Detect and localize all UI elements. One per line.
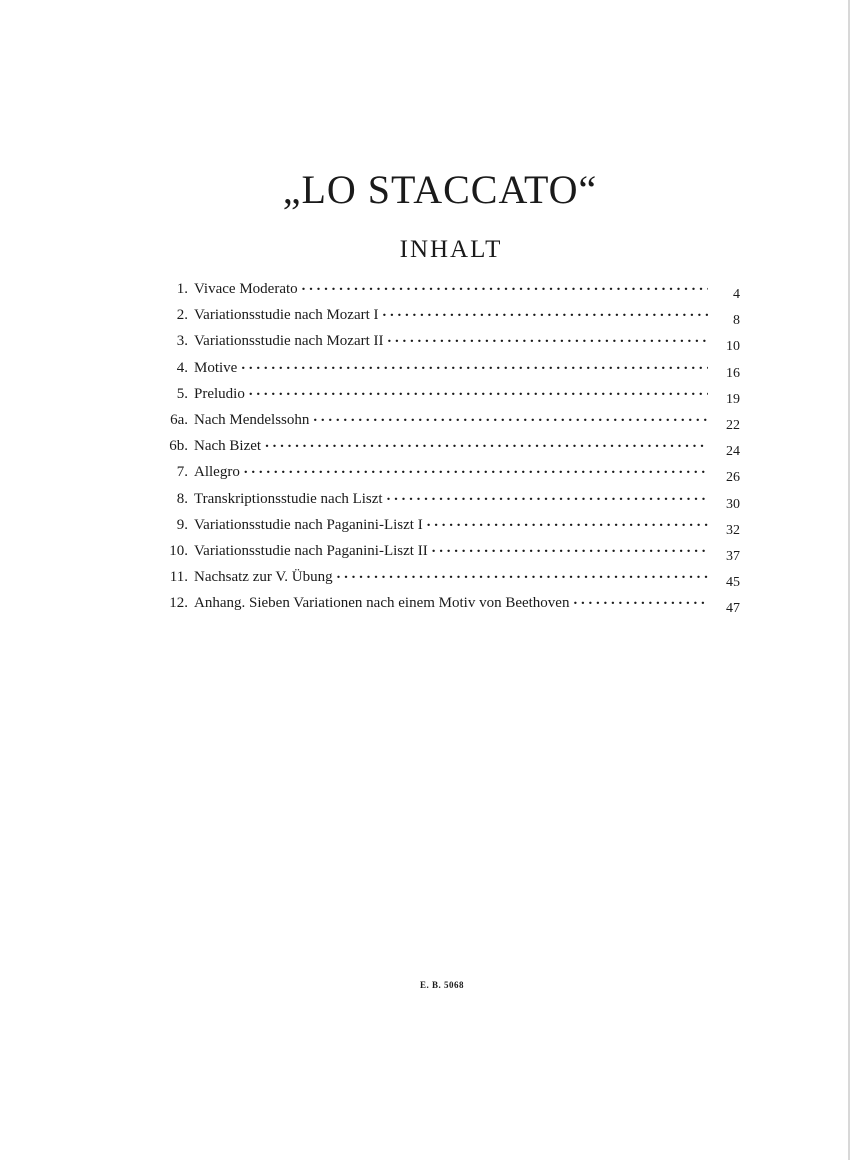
toc-entry-page: 47 bbox=[726, 601, 740, 617]
toc-entry bbox=[156, 330, 740, 356]
toc-entry bbox=[156, 592, 740, 618]
toc-entry-title: Motive bbox=[194, 359, 238, 376]
toc-entry-title: Variationsstudie nach Paganini-Liszt I bbox=[194, 516, 423, 533]
toc-entry bbox=[156, 435, 740, 461]
toc-entry bbox=[156, 357, 740, 383]
dot-leader bbox=[337, 566, 708, 581]
toc-entry-title: Nachsatz zur V. Übung bbox=[194, 569, 333, 586]
dot-leader bbox=[573, 592, 708, 607]
dot-leader bbox=[383, 304, 708, 319]
toc-entry-number: 5. bbox=[176, 385, 188, 402]
toc-entry bbox=[156, 383, 740, 409]
dot-leader bbox=[249, 383, 708, 398]
toc-entry-title: Allegro bbox=[194, 464, 240, 481]
dot-leader bbox=[241, 357, 708, 372]
toc-entry bbox=[156, 540, 740, 566]
toc-entry-number: 1. bbox=[176, 281, 188, 297]
toc-entry-title: Variationsstudie nach Mozart I bbox=[194, 307, 379, 324]
page-title: „LO STACCATO“ bbox=[282, 167, 598, 212]
table-of-contents bbox=[156, 278, 740, 618]
toc-entry-page: 30 bbox=[726, 496, 740, 512]
toc-entry bbox=[156, 278, 740, 304]
toc-entry-number: 4. bbox=[176, 359, 188, 376]
toc-entry-number: 6a. bbox=[170, 411, 188, 428]
dot-leader bbox=[387, 488, 708, 503]
toc-entry-page: 19 bbox=[726, 391, 740, 407]
toc-entry-page: 4 bbox=[733, 287, 740, 302]
toc-entry-number: 8. bbox=[176, 490, 188, 507]
toc-entry-page: 24 bbox=[726, 444, 740, 460]
dot-leader bbox=[265, 435, 708, 450]
dot-leader bbox=[427, 514, 708, 529]
dot-leader bbox=[244, 461, 708, 476]
dot-leader bbox=[388, 330, 708, 345]
toc-entry-number: 11. bbox=[169, 569, 188, 586]
toc-entry-page: 37 bbox=[726, 548, 740, 564]
dot-leader bbox=[302, 278, 708, 293]
toc-entry bbox=[156, 488, 740, 514]
toc-entry bbox=[156, 304, 740, 330]
toc-entry-title: Preludio bbox=[194, 385, 245, 402]
toc-entry-page: 45 bbox=[726, 575, 740, 591]
toc-entry-number: 2. bbox=[176, 307, 188, 324]
toc-entry-title: Anhang. Sieben Variationen nach einem Motiv von Beethoven bbox=[194, 595, 570, 612]
toc-entry-page: 32 bbox=[726, 522, 740, 538]
toc-entry-page: 8 bbox=[733, 313, 740, 329]
toc-entry-page: 22 bbox=[726, 417, 740, 433]
toc-entry bbox=[156, 461, 740, 487]
toc-entry-number: 6b. bbox=[169, 438, 188, 455]
contents-heading: INHALT bbox=[399, 236, 503, 263]
toc-entry-number: 7. bbox=[176, 464, 188, 481]
toc-entry bbox=[156, 566, 740, 592]
toc-entry-number: 3. bbox=[176, 333, 188, 350]
toc-entry-number: 9. bbox=[176, 516, 188, 533]
toc-entry bbox=[156, 409, 740, 435]
toc-entry-title: Variationsstudie nach Mozart II bbox=[194, 333, 384, 350]
toc-entry bbox=[156, 514, 740, 540]
toc-entry-title: Nach Mendelssohn bbox=[194, 411, 310, 428]
publisher-code: E. B. 5068 bbox=[419, 980, 464, 990]
toc-entry-title: Vivace Moderato bbox=[194, 281, 298, 297]
toc-entry-page: 10 bbox=[726, 339, 740, 355]
dot-leader bbox=[432, 540, 708, 555]
toc-entry-title: Variationsstudie nach Paganini-Liszt II bbox=[194, 542, 428, 559]
toc-entry-title: Transkriptionsstudie nach Liszt bbox=[194, 490, 383, 507]
toc-entry-page: 16 bbox=[726, 365, 740, 381]
dot-leader bbox=[313, 409, 708, 424]
toc-entry-number: 12. bbox=[169, 595, 188, 612]
toc-entry-title: Nach Bizet bbox=[194, 438, 262, 455]
toc-entry-number: 10. bbox=[169, 542, 188, 559]
toc-entry-page: 26 bbox=[726, 470, 740, 486]
